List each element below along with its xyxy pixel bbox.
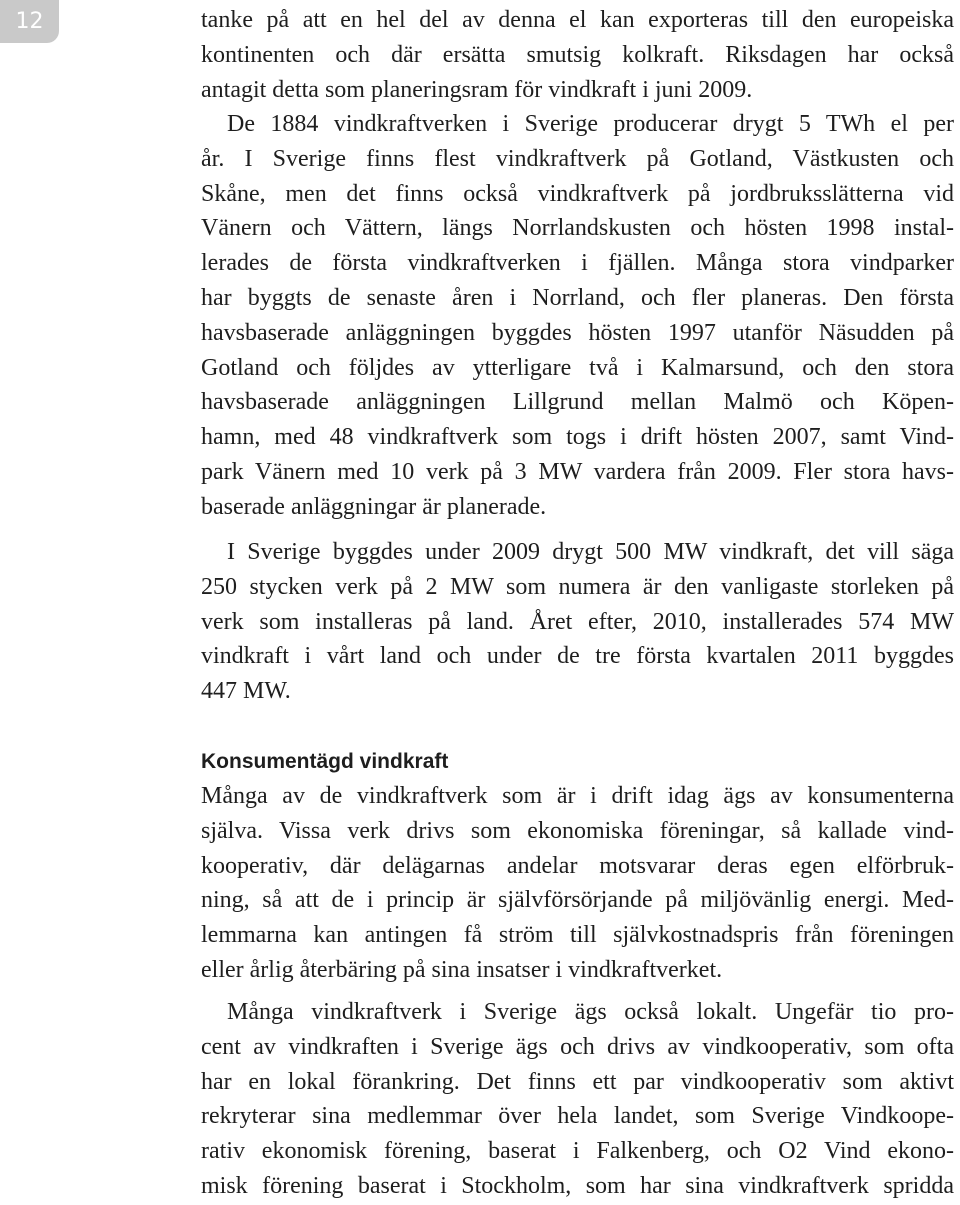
text-line: havsbaserade anläggningen Lillgrund mellan Malmö och Köpen- bbox=[201, 389, 954, 416]
paragraph-local-ownership bbox=[201, 995, 954, 1204]
text-line: har en lokal förankring. Det finns ett par vindkooperativ som aktivt bbox=[201, 1068, 954, 1095]
text-line: antagit detta som planeringsram för vindkraft i juni 2009. bbox=[201, 76, 753, 103]
text-line: år. I Sverige finns flest vindkraftverk på Gotland, Västkusten och bbox=[201, 145, 954, 172]
text-line: själva. Vissa verk drivs som ekonomiska föreningar, så kallade vind- bbox=[201, 817, 954, 844]
text-line: baserade anläggningar är planerade. bbox=[201, 493, 547, 520]
text-line: Många vindkraftverk i Sverige ägs också lokalt. Ungefär tio pro- bbox=[227, 999, 954, 1025]
text-line: park Vänern med 10 verk på 3 MW vardera från 2009. Fler stora havs- bbox=[201, 458, 954, 485]
text-line: rekryterar sina medlemmar över hela landet, som Sverige Vindkoope- bbox=[201, 1103, 954, 1130]
text-line: havsbaserade anläggningen byggdes hösten 1997 utanför Näsudden på bbox=[201, 319, 954, 346]
text-line: kooperativ, där delägarnas andelar motsvarar deras egen elförbruk- bbox=[201, 852, 954, 879]
text-line: cent av vindkraften i Sverige ägs och drivs av vindkooperativ, som ofta bbox=[201, 1033, 954, 1060]
text-line: I Sverige byggdes under 2009 drygt 500 MW vindkraft, det vill säga bbox=[227, 539, 954, 565]
paragraph-consumer-owned bbox=[201, 779, 954, 988]
paragraph-export bbox=[201, 3, 954, 107]
text-line: 447 MW. bbox=[201, 678, 291, 705]
text-line: lerades de första vindkraftverken i fjällen. Många stora vindparker bbox=[201, 250, 954, 277]
text-line: misk förening baserat i Stockholm, som har sina vindkraftverk spridda bbox=[201, 1172, 954, 1199]
text-line: tanke på att en hel del av denna el kan exporteras till den europeiska bbox=[201, 7, 954, 33]
paragraph-built-2009 bbox=[201, 535, 954, 709]
text-line: Gotland och följdes av ytterligare två i Kalmarsund, och den stora bbox=[201, 354, 954, 381]
text-line: Skåne, men det finns också vindkraftverk på jordbruksslätterna vid bbox=[201, 180, 954, 207]
text-line: kontinenten och där ersätta smutsig kolkraft. Riksdagen har också bbox=[201, 41, 954, 68]
text-line: hamn, med 48 vindkraftverk som togs i drift hösten 2007, samt Vind- bbox=[201, 424, 954, 451]
page-number-badge: 12 bbox=[0, 0, 59, 43]
text-line: har byggts de senaste åren i Norrland, och fler planeras. Den första bbox=[201, 284, 954, 311]
text-line: Många av de vindkraftverk som är i drift idag ägs av konsumenterna bbox=[201, 783, 954, 809]
text-line: 250 stycken verk på 2 MW som numera är den vanligaste storleken på bbox=[201, 573, 954, 600]
text-line: De 1884 vindkraftverken i Sverige producerar drygt 5 TWh el per bbox=[227, 111, 954, 137]
text-line: ning, så att de i princip är självförsörjande på miljövänlig energi. Med- bbox=[201, 887, 954, 914]
paragraph-wind-turbines-sweden bbox=[201, 107, 954, 525]
text-line: lemmarna kan antingen få ström till självkostnadspris från föreningen bbox=[201, 922, 954, 949]
section-heading: Konsumentägd vindkraft bbox=[201, 750, 449, 773]
text-line: vindkraft i vårt land och under de tre första kvartalen 2011 byggdes bbox=[201, 643, 954, 670]
text-line: rativ ekonomisk förening, baserat i Falkenberg, och O2 Vind ekono- bbox=[201, 1138, 954, 1165]
text-line: eller årlig återbäring på sina insatser i vindkraftverket. bbox=[201, 956, 723, 983]
text-line: Vänern och Vättern, längs Norrlandskusten och hösten 1998 instal- bbox=[201, 215, 954, 242]
text-line: verk som installeras på land. Året efter, 2010, installerades 574 MW bbox=[201, 608, 954, 635]
